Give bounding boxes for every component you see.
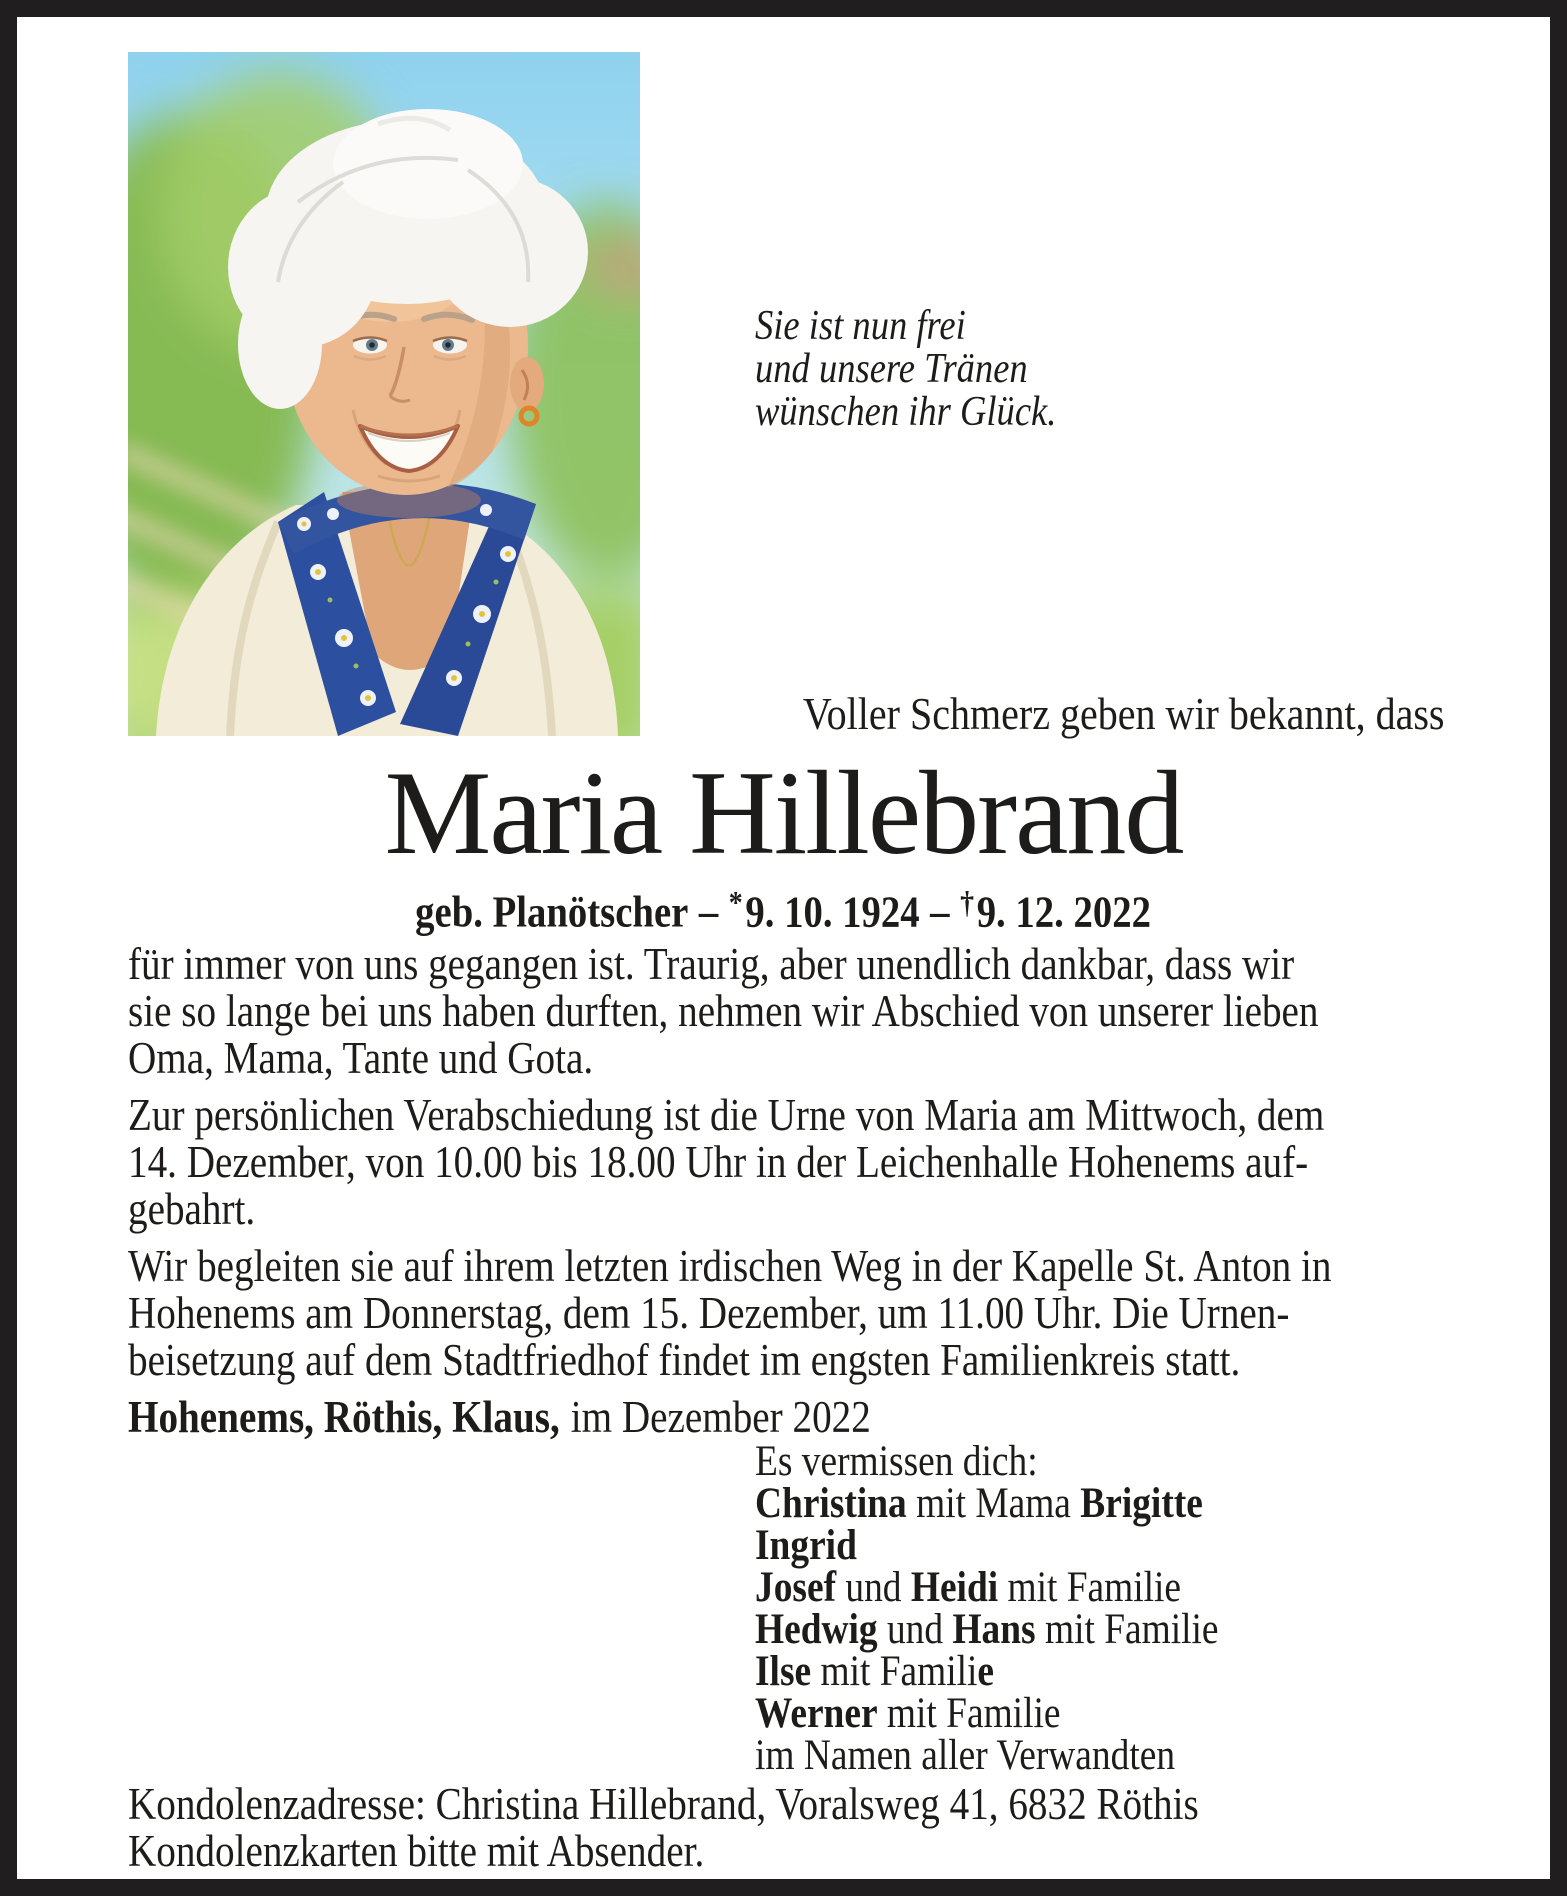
mourners-intro: Es vermissen dich:: [755, 1438, 1038, 1485]
mourner-name: e: [977, 1648, 995, 1695]
mourner-text: im Namen aller Verwandten: [755, 1732, 1176, 1779]
body-line: 14. Dezember, von 10.00 bis 18.00 Uhr in der Leichenhalle Hohenems auf-: [128, 1137, 1309, 1187]
portrait-illustration: [128, 52, 640, 736]
birth-star-symbol: *: [729, 885, 744, 920]
mourner-name: Hans: [952, 1606, 1036, 1653]
footer-line: Kondolenzadresse: Christina Hillebrand, Voralsweg 41, 6832 Röthis: [128, 1779, 1199, 1829]
dash-separator: –: [699, 887, 719, 937]
mourner-text: mit Mama: [906, 1480, 1081, 1527]
mourners-section: [755, 1438, 1288, 1779]
mourner-line: [755, 1522, 1219, 1569]
mourner-name: Josef: [755, 1564, 837, 1611]
mourners-list: [755, 1480, 1288, 1779]
obituary-sheet: [17, 17, 1550, 1879]
deceased-dates-line: [17, 879, 1550, 936]
maiden-name: geb. Planötscher: [415, 887, 689, 937]
mourner-text: und: [836, 1564, 911, 1611]
body-line: gebahrt.: [128, 1184, 256, 1234]
body-paragraph: [128, 1092, 1445, 1233]
mourner-name: Ingrid: [755, 1522, 857, 1569]
mourner-line: [755, 1732, 1219, 1779]
body-line: Hohenems am Donnerstag, dem 15. Dezember, um 11.00 Uhr. Die Urnen-: [128, 1288, 1290, 1338]
deceased-name: Maria Hillebrand: [384, 746, 1183, 879]
announcement-intro: Voller Schmerz geben wir bekannt, dass: [803, 688, 1445, 739]
birth-date: 9. 10. 1924: [745, 887, 921, 937]
body-line: Wir begleiten sie auf ihrem letzten irdischen Weg in der Kapelle St. Anton in: [128, 1241, 1332, 1291]
mourner-text: mit Familie: [1035, 1606, 1219, 1653]
memorial-quote: [755, 305, 1101, 434]
mourner-line: [755, 1564, 1219, 1611]
mourner-name: Brigitte: [1080, 1480, 1203, 1527]
condolence-address: [128, 1781, 1359, 1875]
mourner-text: und: [877, 1606, 953, 1653]
mourner-name: Christina: [755, 1480, 907, 1527]
quote-line: und unsere Tränen: [755, 346, 1028, 392]
deceased-dates-content: [416, 879, 1152, 936]
death-cross-symbol: †: [960, 885, 975, 920]
mourner-line: [755, 1690, 1219, 1737]
quote-line: Sie ist nun frei: [755, 303, 966, 349]
announcement-body: [128, 941, 1445, 1441]
body-line: sie so lange bei uns haben durften, nehmen wir Abschied von unserer lieben: [128, 986, 1319, 1036]
mourner-text: mit Familie: [998, 1564, 1182, 1611]
dateline-date: im Dezember 2022: [570, 1392, 871, 1442]
mourner-text: mit Famili: [811, 1648, 978, 1695]
death-date: 9. 12. 2022: [977, 887, 1152, 937]
mourner-name: Ilse: [755, 1648, 812, 1695]
body-line: beisetzung auf dem Stadtfriedhof findet im engsten Familienkreis statt.: [128, 1335, 1241, 1385]
mourner-line: [755, 1648, 1219, 1695]
dateline-places: Hohenems, Röthis, Klaus,: [128, 1392, 560, 1442]
mourner-line: [755, 1606, 1219, 1653]
body-paragraphs: [128, 941, 1445, 1384]
mourner-name: Hedwig: [755, 1606, 878, 1653]
body-paragraph: [128, 1243, 1445, 1384]
footer-line: Kondolenzkarten bitte mit Absender.: [128, 1826, 705, 1876]
mourner-text: mit Familie: [877, 1690, 1061, 1737]
dateline: [128, 1394, 1274, 1441]
body-line: Oma, Mama, Tante und Gota.: [128, 1033, 594, 1083]
body-line: für immer von uns gegangen ist. Traurig, aber unendlich dankbar, dass wir: [128, 939, 1295, 989]
mourner-name: Heidi: [910, 1564, 999, 1611]
deceased-photo: [128, 52, 640, 736]
mourner-name: Werner: [755, 1690, 878, 1737]
body-line: Zur persönlichen Verabschiedung ist die Urne von Maria am Mittwoch, dem: [128, 1090, 1325, 1140]
body-paragraph: [128, 941, 1445, 1082]
quote-line: wünschen ihr Glück.: [755, 389, 1057, 435]
mourner-line: [755, 1480, 1219, 1527]
dash-separator: –: [930, 887, 950, 937]
